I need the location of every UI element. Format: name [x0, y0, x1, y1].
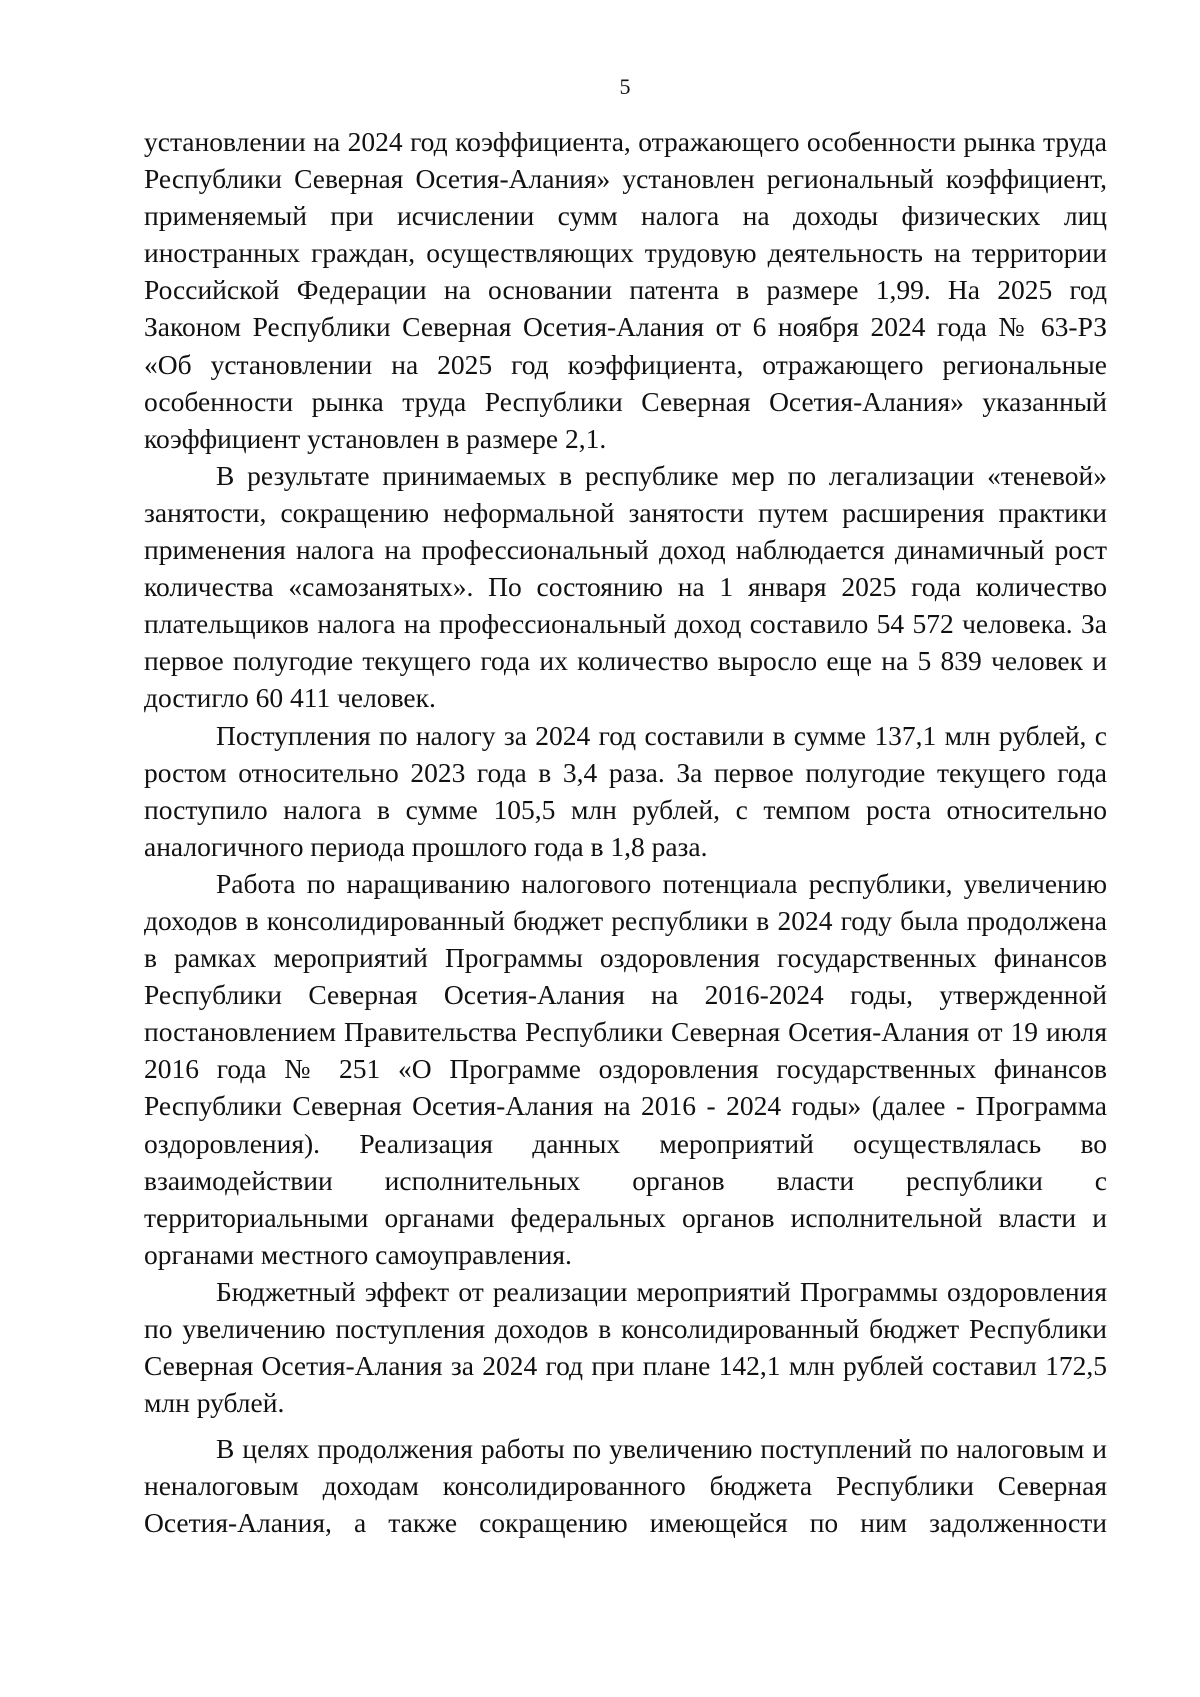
- document-body: [144, 123, 1107, 1542]
- page-number: 5: [619, 74, 631, 99]
- paragraph-recovery-program: Работа по наращиванию налогового потенциала республики, увеличению доходов в консолидированный бюджет республики в 2024 году была продолжена в рамках мероприятий Программы оздоровления государственных финансов Республики Северная Осетия-Алания на 2016-2024 годы, утвержденной постановлением Правительства Республики Северная Осетия-Алания от 19 июля 2016 года № 251 «О Программе оздоровления государственных финансов Республики Северная Осетия-Алания на 2016 - 2024 годы» (далее - Программа оздоровления). Реализация данных мероприятий осуществлялась во взаимодействии исполнительных органов власти республики с территориальными органами федеральных органов исполнительной власти и органами местного самоуправления.: [144, 867, 1107, 1270]
- paragraph-tax-receipts: Поступления по налогу за 2024 год составили в сумме 137,1 млн рублей, с ростом относительно 2023 года в 3,4 раза. За первое полугодие текущего года поступило налога в сумме 105,5 млн рублей, с темпом роста относительно аналогичного периода прошлого года в 1,8 раза.: [144, 719, 1107, 862]
- paragraph-budget-effect: Бюджетный эффект от реализации мероприятий Программы оздоровления по увеличению поступления доходов в консолидированный бюджет Республики Северная Осетия-Алания за 2024 год при плане 142,1 млн рублей составил 172,5 млн рублей.: [144, 1275, 1107, 1419]
- paragraph-continuation: В целях продолжения работы по увеличению поступлений по налоговым и неналоговым доходам консолидированного бюджета Республики Северная Осетия-Алания, а также сокращению имеющейся по ним задолженности: [144, 1433, 1107, 1539]
- paragraph-self-employed: В результате принимаемых в республике мер по легализации «теневой» занятости, сокращению неформальной занятости путем расширения практики применения налога на профессиональный доход наблюдается динамичный рост количества «самозанятых». По состоянию на 1 января 2025 года количество плательщиков налога на профессиональный доход составило 54 572 человека. За первое полугодие текущего года их количество выросло еще на 5 839 человек и достигло 60 411 человек.: [144, 459, 1107, 714]
- paragraph-coefficient: установлении на 2024 год коэффициента, отражающего особенности рынка труда Республики Северная Осетия-Алания» установлен региональный коэффициент, применяемый при исчислении сумм налога на доходы физических лиц иностранных граждан, осуществляющих трудовую деятельность на территории Российской Федерации на основании патента в размере 1,99. На 2025 год Законом Республики Северная Осетия-Алания от 6 ноября 2024 года № 63-РЗ «Об установлении на 2025 год коэффициента, отражающего региональные особенности рынка труда Республики Северная Осетия-Алания» указанный коэффициент установлен в размере 2,1.: [144, 126, 1107, 454]
